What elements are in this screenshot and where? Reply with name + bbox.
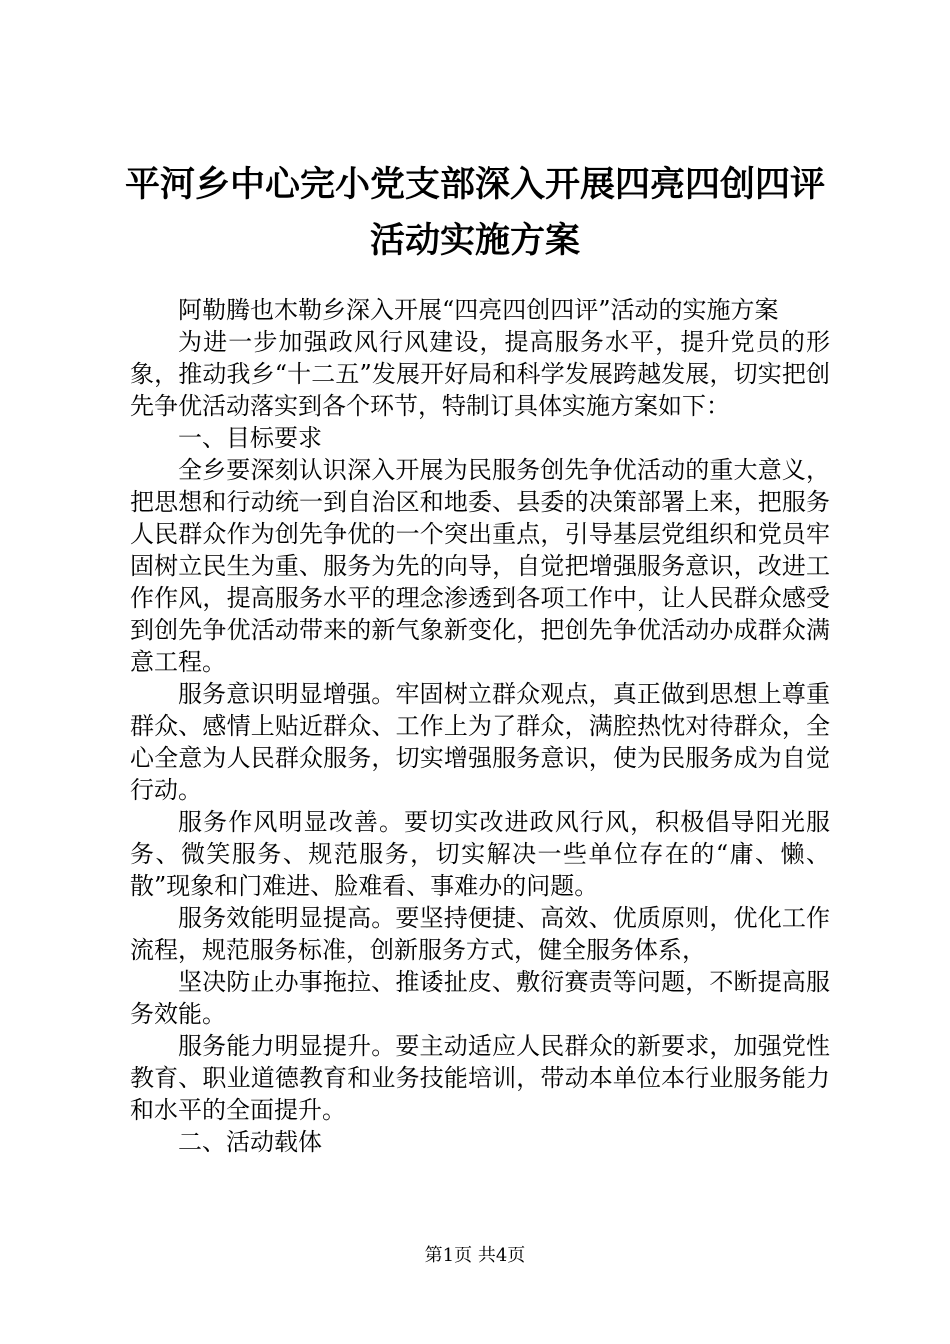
document-body: [130, 294, 830, 1158]
paragraph-intro: 为进一步加强政风行风建设，提高服务水平，提升党员的形象，推动我乡“十二五”发展开好局和科学发展跨越发展，切实把创先争优活动落实到各个环节，特制订具体实施方案如下：: [130, 328, 830, 420]
paragraph-service-style: 服务作风明显改善。要切实改进政风行风，积极倡导阳光服务、微笑服务、规范服务，切实解决一些单位存在的“庸、懒、散”现象和门难进、脸难看、事难办的问题。: [130, 808, 830, 900]
paragraph-service-efficiency-cont: 坚决防止办事拖拉、推诿扯皮、敷衍赛责等问题，不断提高服务效能。: [130, 968, 830, 1028]
paragraph-plan-name: 阿勒腾也木勒乡深入开展“四亮四创四评”活动的实施方案: [178, 296, 779, 324]
document-title-line-1: 平河乡中心完小党支部深入开展四亮四创四评: [124, 165, 825, 205]
paragraph-service-awareness: 服务意识明显增强。牢固树立群众观点，真正做到思想上尊重群众、感情上贴近群众、工作上为了群众，满腔热忱对待群众，全心全意为人民群众服务，切实增强服务意识，使为民服务成为自觉行动。: [130, 680, 830, 804]
paragraph-service-efficiency: 服务效能明显提高。要坚持便捷、高效、优质原则，优化工作流程，规范服务标准，创新服务方式，健全服务体系，: [130, 904, 830, 964]
section-heading-goals: 一、目标要求: [178, 424, 322, 452]
document-title-line-2: 活动实施方案: [369, 221, 580, 261]
paragraph-goals: 全乡要深刻认识深入开展为民服务创先争优活动的重大意义，把思想和行动统一到自治区和地委、县委的决策部署上来，把服务人民群众作为创先争优的一个突出重点，引导基层党组织和党员牢固树立民生为重、服务为先的向导，自觉把增强服务意识，改进工作作风，提高服务水平的理念渗透到各项工作中，让人民群众感受到创先争优活动带来的新气象新变化，把创先争优活动办成群众满意工程。: [130, 456, 830, 676]
page-footer: 第1页 共4页: [424, 1245, 526, 1266]
paragraph-service-capability: 服务能力明显提升。要主动适应人民群众的新要求，加强党性教育、职业道德教育和业务技能培训，带动本单位本行业服务能力和水平的全面提升。: [130, 1032, 830, 1124]
section-heading-activities: 二、活动载体: [178, 1128, 322, 1156]
